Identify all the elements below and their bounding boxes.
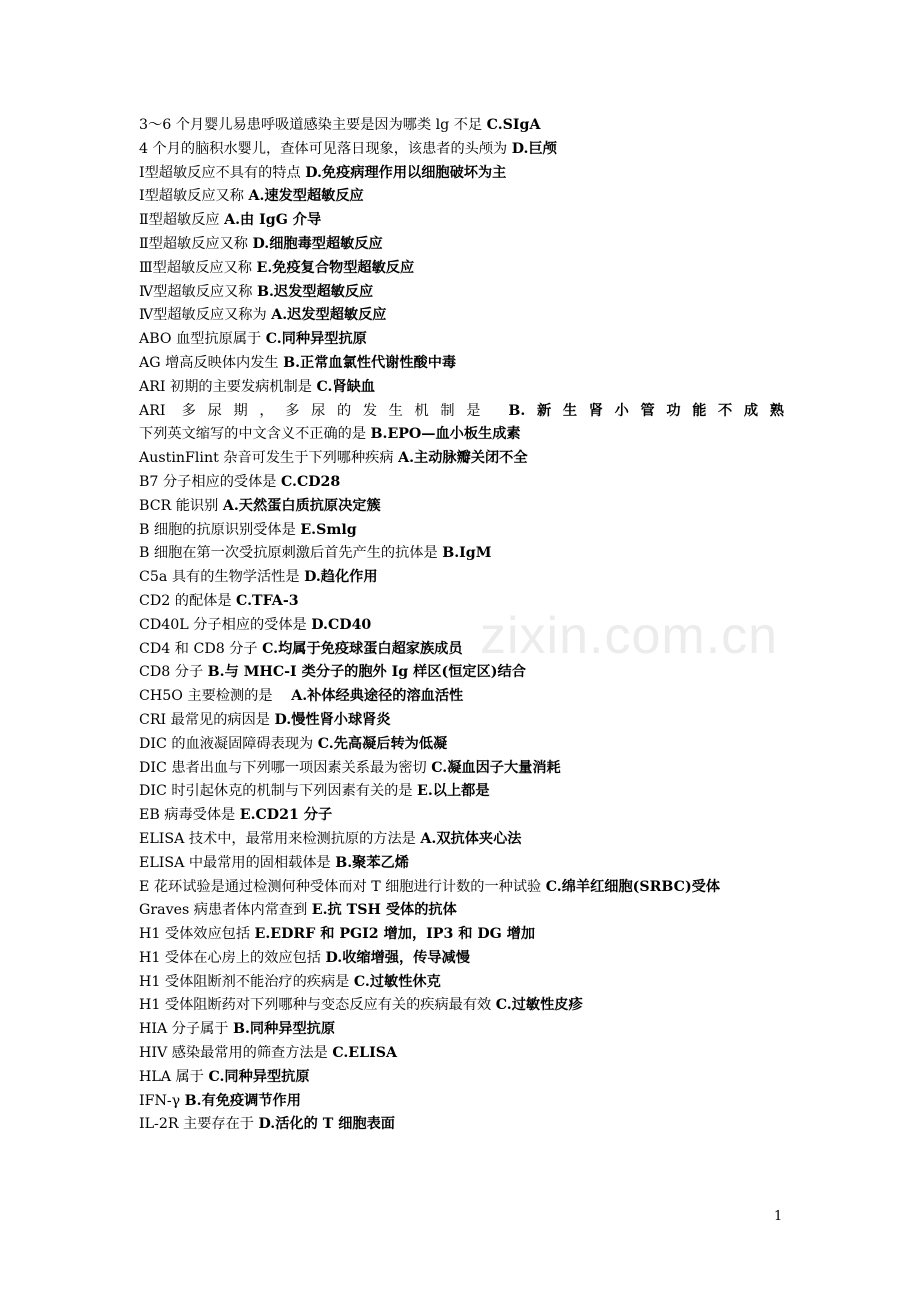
question-text: B 细胞的抗原识别受体是 [139,521,301,538]
question-text: ELISA 中最常用的固相载体是 [139,854,336,871]
answer-text: D.慢性肾小球肾炎 [274,711,391,728]
question-line [139,923,784,947]
answer-text: E.抗 TSH 受体的抗体 [311,902,457,919]
answer-text: D.免疫病理作用以细胞破坏为主 [305,164,507,181]
question-text: E 花环试验是通过检测何种受体而对 T 细胞进行计数的一种试验 [139,878,546,895]
answer-text: D.细胞毒型超敏反应 [252,235,383,252]
question-line [139,257,784,281]
question-text: DIC 的血液凝固障碍表现为 [139,735,318,752]
question-text: CD8 分子 [139,664,208,681]
watermark: zixin.com.cn [480,607,779,665]
question-line [139,209,784,233]
answer-text: A.天然蛋白质抗原决定簇 [222,497,381,514]
answer-text: C.凝血因子大量消耗 [431,759,561,776]
answer-text: A.补体经典途径的溶血活性 [291,688,464,705]
question-text: C5a 具有的生物学活性是 [139,569,305,586]
answer-text: A.主动脉瓣关闭不全 [398,450,528,467]
question-line [139,114,784,138]
question-text: BCR 能识别 [139,497,223,514]
answer-text: B.新生肾小管功能不成熟 [508,402,784,419]
question-line [139,1090,784,1114]
answer-text: C.同种异型抗原 [265,331,367,348]
question-line [139,590,784,614]
question-line [139,709,784,733]
question-line [139,138,784,162]
question-text: Ⅱ型超敏反应又称 [139,235,253,252]
question-text: H1 受体效应包括 [139,926,255,943]
question-text: AustinFlint 杂音可发生于下列哪种疾病 [139,450,399,467]
answer-text: B.与 MHC-I 类分子的胞外 Ig 样区(恒定区)结合 [207,664,526,681]
question-text: DIC 时引起休克的机制与下列因素有关的是 [139,783,418,800]
question-line [139,162,784,186]
question-line [139,376,784,400]
question-text: CRI 最常见的病因是 [139,711,275,728]
question-text: H1 受体在心房上的效应包括 [139,949,326,966]
answer-text: B.EPO—血小板生成素 [370,426,521,443]
question-text: CD4 和 CD8 分子 [139,640,263,657]
answer-text: C.SIgA [486,117,541,133]
answer-text: E.Smlg [300,521,357,538]
question-line [139,828,784,852]
answer-text: C.绵羊红细胞(SRBC)受体 [545,878,721,895]
answer-text: E.以上都是 [417,783,490,800]
question-text: AG 增高反映体内发生 [139,354,284,371]
question-line [139,352,784,376]
question-text: 下列英文缩写的中文含义不正确的是 [139,426,371,443]
question-text: Ⅱ型超敏反应 [139,212,225,229]
question-line [139,400,784,424]
question-line [139,1042,784,1066]
answer-text: D.巨颅 [511,140,557,157]
answer-text: D.收缩增强，传导减慢 [325,949,470,966]
question-text: Ⅳ型超敏反应又称 [139,283,257,300]
question-text: Graves 病患者体内常查到 [139,902,312,919]
answer-text: B.有免疫调节作用 [184,1092,301,1109]
question-text: Ⅰ型超敏反应不具有的特点 [139,164,306,181]
question-text: ABO 血型抗原属于 [139,331,266,348]
question-line [139,1066,784,1090]
answer-text: D.活化的 T 细胞表面 [258,1116,395,1133]
answer-text: A.迟发型超敏反应 [271,307,387,324]
question-line [139,542,784,566]
question-line [139,614,784,638]
question-line [139,804,784,828]
answer-text: A.速发型超敏反应 [248,188,364,205]
question-line [139,233,784,257]
question-line [139,994,784,1018]
answer-text: A.双抗体夹心法 [420,830,522,847]
question-text: ARI 初期的主要发病机制是 [139,378,317,395]
question-text: Ⅰ型超敏反应又称 [139,188,249,205]
question-text: H1 受体阻断剂不能治疗的疾病是 [139,973,354,990]
question-line [139,1018,784,1042]
question-text: ELISA 技术中，最常用来检测抗原的方法是 [139,830,421,847]
question-text: HIV 感染最常用的筛查方法是 [139,1045,333,1062]
question-line [139,566,784,590]
question-line [139,899,784,923]
question-text: IFN-γ [139,1092,185,1109]
question-text: IL-2R 主要存在于 [139,1116,259,1133]
question-line [139,757,784,781]
question-text: HIA 分子属于 [139,1021,233,1038]
question-text: 3～6 个月婴儿易患呼吸道感染主要是因为哪类 lg 不足 [139,117,487,133]
question-line [139,185,784,209]
answer-text: B.IgM [442,545,492,562]
question-line [139,519,784,543]
question-text: CH5O 主要检测的是 [139,688,292,705]
question-line [139,328,784,352]
question-line [139,471,784,495]
question-text: CD40L 分子相应的受体是 [139,616,312,633]
answer-text: C.过敏性休克 [353,973,441,990]
answer-text: A.由 IgG 介导 [224,212,322,229]
answer-text: B.同种异型抗原 [233,1021,336,1038]
question-text: EB 病毒受体是 [139,807,240,824]
question-line [139,1113,784,1137]
question-text: HLA 属于 [139,1068,209,1085]
answer-text: C.均属于免疫球蛋白超家族成员 [262,640,463,657]
answer-text: E.CD21 分子 [239,807,333,824]
question-line [139,876,784,900]
answer-text: B.迟发型超敏反应 [257,283,374,300]
question-line [139,304,784,328]
question-text: Ⅳ型超敏反应又称为 [139,307,272,324]
question-line [139,971,784,995]
question-text: B 细胞在第一次受抗原刺激后首先产生的抗体是 [139,545,443,562]
question-line [139,495,784,519]
answer-text: C.同种异型抗原 [208,1068,310,1085]
answer-text: C.TFA-3 [236,592,299,609]
question-line [139,423,784,447]
question-text: H1 受体阻断药对下列哪种与变态反应有关的疾病最有效 [139,997,496,1014]
question-text: B7 分子相应的受体是 [139,473,281,490]
question-text: CD2 的配体是 [139,592,237,609]
question-text: ARI 多尿期，多尿的发生机制是 [139,402,509,419]
question-line [139,447,784,471]
question-list [139,114,784,1137]
question-line [139,661,784,685]
question-line [139,947,784,971]
answer-text: C.ELISA [332,1045,397,1062]
page-number: 1 [774,1209,783,1224]
question-line [139,281,784,305]
answer-text: B.聚苯乙烯 [335,854,409,871]
question-line [139,685,784,709]
question-text: Ⅲ型超敏反应又称 [139,259,257,276]
answer-text: C.CD28 [280,473,341,490]
question-text: 4 个月的脑积水婴儿，查体可见落日现象，该患者的头颅为 [139,140,512,157]
question-line [139,780,784,804]
question-text: DIC 患者出血与下列哪一项因素关系最为密切 [139,759,432,776]
answer-text: C.先高凝后转为低凝 [317,735,448,752]
answer-text: D.CD40 [311,616,372,633]
question-line [139,852,784,876]
question-line [139,733,784,757]
answer-text: B.正常血氯性代谢性酸中毒 [283,354,457,371]
answer-text: C.过敏性皮疹 [495,997,583,1014]
answer-text: D.趋化作用 [304,569,378,586]
answer-text: E.免疫复合物型超敏反应 [256,259,415,276]
question-line [139,638,784,662]
answer-text: C.肾缺血 [316,378,375,395]
answer-text: E.EDRF 和 PGI2 增加，IP3 和 DG 增加 [254,926,536,943]
